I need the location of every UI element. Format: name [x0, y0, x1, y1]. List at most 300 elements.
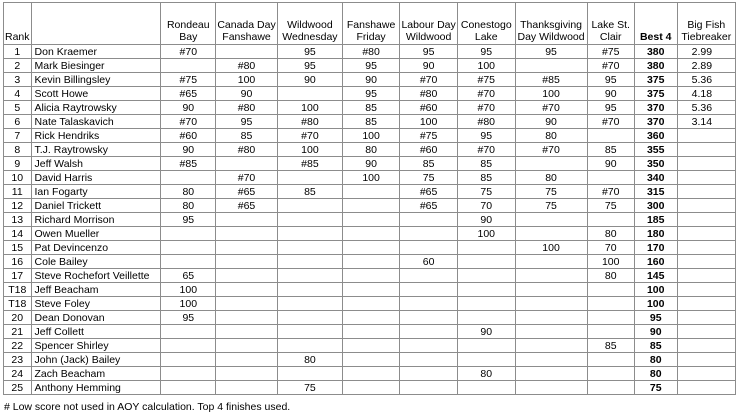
score-cell: #60 [400, 101, 458, 115]
rank-cell: T18 [4, 283, 32, 297]
best-4-cell: 95 [634, 311, 677, 325]
score-cell: #65 [400, 185, 458, 199]
score-cell: 85 [587, 339, 634, 353]
score-cell: 85 [458, 171, 516, 185]
score-cell [216, 213, 278, 227]
score-cell [400, 353, 458, 367]
rank-cell: 4 [4, 87, 32, 101]
column-header-wildwood-wednesday: Wildwood Wednesday [277, 3, 342, 45]
score-cell: #70 [161, 45, 216, 59]
rank-cell: T18 [4, 297, 32, 311]
rank-cell: 7 [4, 129, 32, 143]
score-cell [342, 339, 399, 353]
angler-name-cell: Dean Donovan [31, 311, 161, 325]
score-cell: 95 [458, 129, 516, 143]
score-cell [277, 241, 342, 255]
angler-name-cell: Owen Mueller [31, 227, 161, 241]
table-row [4, 115, 736, 129]
rank-cell: 12 [4, 199, 32, 213]
score-cell: 90 [161, 101, 216, 115]
score-cell: #80 [216, 59, 278, 73]
score-cell [277, 199, 342, 213]
tiebreaker-cell [677, 311, 735, 325]
table-row [4, 213, 736, 227]
score-cell: 75 [515, 199, 587, 213]
score-cell [587, 381, 634, 395]
table-row [4, 297, 736, 311]
score-cell: 95 [587, 101, 634, 115]
table-row [4, 269, 736, 283]
best-4-cell: 90 [634, 325, 677, 339]
rank-cell: 14 [4, 227, 32, 241]
angler-name-cell: Cole Bailey [31, 255, 161, 269]
angler-name-cell: David Harris [31, 171, 161, 185]
score-cell: 90 [400, 59, 458, 73]
score-cell: 100 [458, 227, 516, 241]
column-header-fanshawe-friday: Fanshawe Friday [342, 3, 399, 45]
score-cell [342, 283, 399, 297]
score-cell [458, 241, 516, 255]
score-cell [216, 255, 278, 269]
score-cell: #75 [587, 45, 634, 59]
score-cell [216, 367, 278, 381]
score-cell [342, 381, 399, 395]
best-4-cell: 170 [634, 241, 677, 255]
angler-name-cell: Anthony Hemming [31, 381, 161, 395]
score-cell: 75 [400, 171, 458, 185]
tiebreaker-cell: 5.36 [677, 101, 735, 115]
score-cell [277, 283, 342, 297]
score-cell [342, 367, 399, 381]
best-4-cell: 370 [634, 101, 677, 115]
score-cell: #60 [400, 143, 458, 157]
score-cell [515, 227, 587, 241]
score-cell [458, 339, 516, 353]
score-cell [515, 255, 587, 269]
rank-cell: 2 [4, 59, 32, 73]
tiebreaker-cell [677, 227, 735, 241]
score-cell [216, 311, 278, 325]
score-cell [342, 227, 399, 241]
score-cell [342, 199, 399, 213]
angler-name-cell: Rick Hendriks [31, 129, 161, 143]
score-cell: 60 [400, 255, 458, 269]
score-cell [342, 241, 399, 255]
score-cell [277, 87, 342, 101]
score-cell [277, 325, 342, 339]
score-cell: #65 [161, 87, 216, 101]
score-cell [216, 241, 278, 255]
score-cell: 100 [342, 129, 399, 143]
score-cell: 85 [342, 115, 399, 129]
column-header-rank: Rank [4, 3, 32, 45]
table-row [4, 171, 736, 185]
column-header-labour-day-wildwood: Labour Day Wildwood [400, 3, 458, 45]
score-cell: #75 [161, 73, 216, 87]
score-cell: 100 [161, 283, 216, 297]
score-cell: #65 [216, 199, 278, 213]
rank-cell: 25 [4, 381, 32, 395]
best-4-cell: 370 [634, 115, 677, 129]
best-4-cell: 85 [634, 339, 677, 353]
score-cell: #75 [400, 129, 458, 143]
score-cell [587, 367, 634, 381]
tiebreaker-cell [677, 325, 735, 339]
angler-name-cell: Steve Foley [31, 297, 161, 311]
score-cell: 100 [458, 59, 516, 73]
score-cell [400, 367, 458, 381]
score-cell: #85 [161, 157, 216, 171]
score-cell: 95 [161, 311, 216, 325]
score-cell [515, 353, 587, 367]
footnote: # Low score not used in AOY calculation. Top 4 finishes used. [4, 401, 291, 413]
rank-cell: 8 [4, 143, 32, 157]
table-row [4, 339, 736, 353]
score-cell [342, 325, 399, 339]
score-cell [400, 227, 458, 241]
score-cell: #70 [216, 171, 278, 185]
score-cell [587, 297, 634, 311]
score-cell: 80 [515, 171, 587, 185]
column-header-canada-day-fanshawe: Canada Day Fanshawe [216, 3, 278, 45]
score-cell: #70 [458, 143, 516, 157]
score-cell [515, 297, 587, 311]
score-cell: 75 [587, 199, 634, 213]
tiebreaker-cell [677, 339, 735, 353]
score-cell: #70 [400, 73, 458, 87]
score-cell [277, 311, 342, 325]
score-cell [216, 325, 278, 339]
table-row [4, 353, 736, 367]
score-cell: #70 [587, 185, 634, 199]
score-cell: 80 [515, 129, 587, 143]
standings-table [3, 2, 736, 395]
score-cell [458, 311, 516, 325]
score-cell: 65 [161, 269, 216, 283]
angler-name-cell: Richard Morrison [31, 213, 161, 227]
tiebreaker-cell [677, 143, 735, 157]
best-4-cell: 100 [634, 297, 677, 311]
tiebreaker-cell [677, 353, 735, 367]
score-cell: 80 [342, 143, 399, 157]
score-cell [400, 283, 458, 297]
score-cell: 100 [515, 241, 587, 255]
score-cell: 95 [277, 45, 342, 59]
angler-name-cell: Jeff Collett [31, 325, 161, 339]
best-4-cell: 180 [634, 227, 677, 241]
score-cell [400, 381, 458, 395]
column-header-big-fish-tiebreaker: Big Fish Tiebreaker [677, 3, 735, 45]
score-cell [161, 255, 216, 269]
score-cell: 100 [161, 297, 216, 311]
best-4-cell: 350 [634, 157, 677, 171]
best-4-cell: 145 [634, 269, 677, 283]
score-cell [515, 213, 587, 227]
best-4-cell: 355 [634, 143, 677, 157]
tiebreaker-cell: 3.14 [677, 115, 735, 129]
table-row [4, 143, 736, 157]
score-cell: 95 [342, 59, 399, 73]
score-cell [400, 297, 458, 311]
score-cell: 85 [587, 143, 634, 157]
rank-cell: 9 [4, 157, 32, 171]
score-cell [587, 325, 634, 339]
score-cell: 90 [458, 213, 516, 227]
best-4-cell: 185 [634, 213, 677, 227]
angler-name-cell: Don Kraemer [31, 45, 161, 59]
score-cell: 85 [216, 129, 278, 143]
table-row [4, 227, 736, 241]
score-cell [400, 311, 458, 325]
rank-cell: 16 [4, 255, 32, 269]
score-cell [161, 171, 216, 185]
score-cell: 90 [458, 325, 516, 339]
score-cell: #80 [400, 87, 458, 101]
angler-name-cell: Nate Talaskavich [31, 115, 161, 129]
score-cell [587, 171, 634, 185]
score-cell [277, 367, 342, 381]
score-cell [161, 367, 216, 381]
score-cell [515, 381, 587, 395]
score-cell [216, 297, 278, 311]
score-cell: #85 [277, 157, 342, 171]
table-row [4, 325, 736, 339]
best-4-cell: 100 [634, 283, 677, 297]
best-4-cell: 75 [634, 381, 677, 395]
rank-cell: 10 [4, 171, 32, 185]
tiebreaker-cell [677, 199, 735, 213]
score-cell: 95 [161, 213, 216, 227]
score-cell: 100 [277, 143, 342, 157]
score-cell: 90 [515, 115, 587, 129]
tiebreaker-cell [677, 367, 735, 381]
column-header-conestogo-lake: Conestogo Lake [458, 3, 516, 45]
score-cell [342, 311, 399, 325]
tiebreaker-cell [677, 241, 735, 255]
score-cell [342, 213, 399, 227]
tiebreaker-cell [677, 381, 735, 395]
best-4-cell: 360 [634, 129, 677, 143]
score-cell [400, 269, 458, 283]
tiebreaker-cell [677, 283, 735, 297]
score-cell [458, 381, 516, 395]
score-cell [515, 283, 587, 297]
score-cell: #70 [587, 59, 634, 73]
tiebreaker-cell: 2.89 [677, 59, 735, 73]
score-cell: 100 [277, 101, 342, 115]
score-cell: 95 [458, 45, 516, 59]
score-cell [587, 213, 634, 227]
tiebreaker-cell [677, 297, 735, 311]
score-cell [515, 339, 587, 353]
table-row [4, 129, 736, 143]
score-cell: #85 [515, 73, 587, 87]
score-cell [400, 339, 458, 353]
table-row [4, 73, 736, 87]
score-cell: 95 [277, 59, 342, 73]
score-cell [515, 311, 587, 325]
score-cell: #70 [587, 115, 634, 129]
score-cell [342, 255, 399, 269]
tiebreaker-cell [677, 157, 735, 171]
score-cell: 90 [342, 73, 399, 87]
score-cell [515, 269, 587, 283]
score-cell: 90 [587, 87, 634, 101]
score-cell: 80 [587, 269, 634, 283]
score-cell [587, 283, 634, 297]
score-cell: 95 [400, 45, 458, 59]
score-cell: 80 [161, 199, 216, 213]
score-cell [342, 185, 399, 199]
score-cell: 85 [400, 157, 458, 171]
score-cell [587, 129, 634, 143]
score-cell: 80 [458, 367, 516, 381]
score-cell: #80 [216, 143, 278, 157]
angler-name-cell: Scott Howe [31, 87, 161, 101]
column-header-best-4: Best 4 [634, 3, 677, 45]
best-4-cell: 80 [634, 367, 677, 381]
score-cell: #65 [400, 199, 458, 213]
score-cell: 95 [342, 87, 399, 101]
rank-cell: 1 [4, 45, 32, 59]
score-cell [277, 213, 342, 227]
score-cell [216, 45, 278, 59]
score-cell: #70 [277, 129, 342, 143]
score-cell: #80 [216, 101, 278, 115]
column-header-rondeau-bay: Rondeau Bay [161, 3, 216, 45]
tiebreaker-cell [677, 129, 735, 143]
angler-name-cell: Daniel Trickett [31, 199, 161, 213]
score-cell: 100 [400, 115, 458, 129]
table-row [4, 381, 736, 395]
score-cell: 80 [587, 227, 634, 241]
rank-cell: 23 [4, 353, 32, 367]
best-4-cell: 380 [634, 45, 677, 59]
rank-cell: 3 [4, 73, 32, 87]
tiebreaker-cell [677, 171, 735, 185]
table-row [4, 241, 736, 255]
score-cell: 95 [515, 45, 587, 59]
rank-cell: 20 [4, 311, 32, 325]
table-row [4, 59, 736, 73]
best-4-cell: 375 [634, 73, 677, 87]
score-cell [216, 269, 278, 283]
score-cell [458, 353, 516, 367]
best-4-cell: 375 [634, 87, 677, 101]
best-4-cell: 300 [634, 199, 677, 213]
score-cell [400, 213, 458, 227]
tiebreaker-cell [677, 269, 735, 283]
score-cell [216, 381, 278, 395]
rank-cell: 11 [4, 185, 32, 199]
rank-cell: 22 [4, 339, 32, 353]
table-body [4, 45, 736, 395]
score-cell [342, 297, 399, 311]
rank-cell: 15 [4, 241, 32, 255]
score-cell: 100 [515, 87, 587, 101]
header-row [4, 3, 736, 45]
score-cell [277, 339, 342, 353]
score-cell [587, 311, 634, 325]
score-cell: 85 [277, 185, 342, 199]
score-cell: #80 [458, 115, 516, 129]
score-cell [161, 381, 216, 395]
score-cell: #70 [458, 101, 516, 115]
score-cell [277, 227, 342, 241]
tiebreaker-cell [677, 185, 735, 199]
score-cell: 100 [587, 255, 634, 269]
score-cell: 90 [342, 157, 399, 171]
tiebreaker-cell: 2.99 [677, 45, 735, 59]
score-cell: 90 [277, 73, 342, 87]
score-cell: 90 [587, 157, 634, 171]
angler-name-cell: Spencer Shirley [31, 339, 161, 353]
score-cell: 80 [277, 353, 342, 367]
score-cell [458, 269, 516, 283]
angler-name-cell: Jeff Beacham [31, 283, 161, 297]
best-4-cell: 80 [634, 353, 677, 367]
score-cell [342, 353, 399, 367]
score-cell: 95 [587, 73, 634, 87]
score-cell: #70 [515, 143, 587, 157]
angler-name-cell: John (Jack) Bailey [31, 353, 161, 367]
score-cell [216, 339, 278, 353]
score-cell: 90 [216, 87, 278, 101]
rank-cell: 17 [4, 269, 32, 283]
score-cell [161, 325, 216, 339]
score-cell [458, 283, 516, 297]
score-cell: #80 [277, 115, 342, 129]
angler-name-cell: Kevin Billingsley [31, 73, 161, 87]
score-cell: 75 [277, 381, 342, 395]
score-cell [515, 367, 587, 381]
table-row [4, 199, 736, 213]
score-cell [216, 157, 278, 171]
best-4-cell: 160 [634, 255, 677, 269]
table-row [4, 283, 736, 297]
angler-name-cell: Steve Rochefort Veillette [31, 269, 161, 283]
rank-cell: 24 [4, 367, 32, 381]
rank-cell: 13 [4, 213, 32, 227]
score-cell [216, 283, 278, 297]
score-cell [515, 59, 587, 73]
angler-name-cell: Alicia Raytrowsky [31, 101, 161, 115]
table-row [4, 311, 736, 325]
score-cell [515, 157, 587, 171]
best-4-cell: 380 [634, 59, 677, 73]
score-cell [400, 241, 458, 255]
score-cell: #70 [161, 115, 216, 129]
angler-name-cell: T.J. Raytrowsky [31, 143, 161, 157]
score-cell [400, 325, 458, 339]
score-cell: 85 [458, 157, 516, 171]
angler-name-cell: Jeff Walsh [31, 157, 161, 171]
score-cell: 85 [342, 101, 399, 115]
score-cell: 70 [458, 199, 516, 213]
score-cell: #70 [458, 87, 516, 101]
score-cell: #80 [342, 45, 399, 59]
score-cell [277, 269, 342, 283]
tiebreaker-cell [677, 213, 735, 227]
best-4-cell: 315 [634, 185, 677, 199]
score-cell [216, 227, 278, 241]
rank-cell: 21 [4, 325, 32, 339]
rank-cell: 6 [4, 115, 32, 129]
score-cell [277, 255, 342, 269]
score-cell: 100 [342, 171, 399, 185]
score-cell [458, 255, 516, 269]
table-row [4, 185, 736, 199]
